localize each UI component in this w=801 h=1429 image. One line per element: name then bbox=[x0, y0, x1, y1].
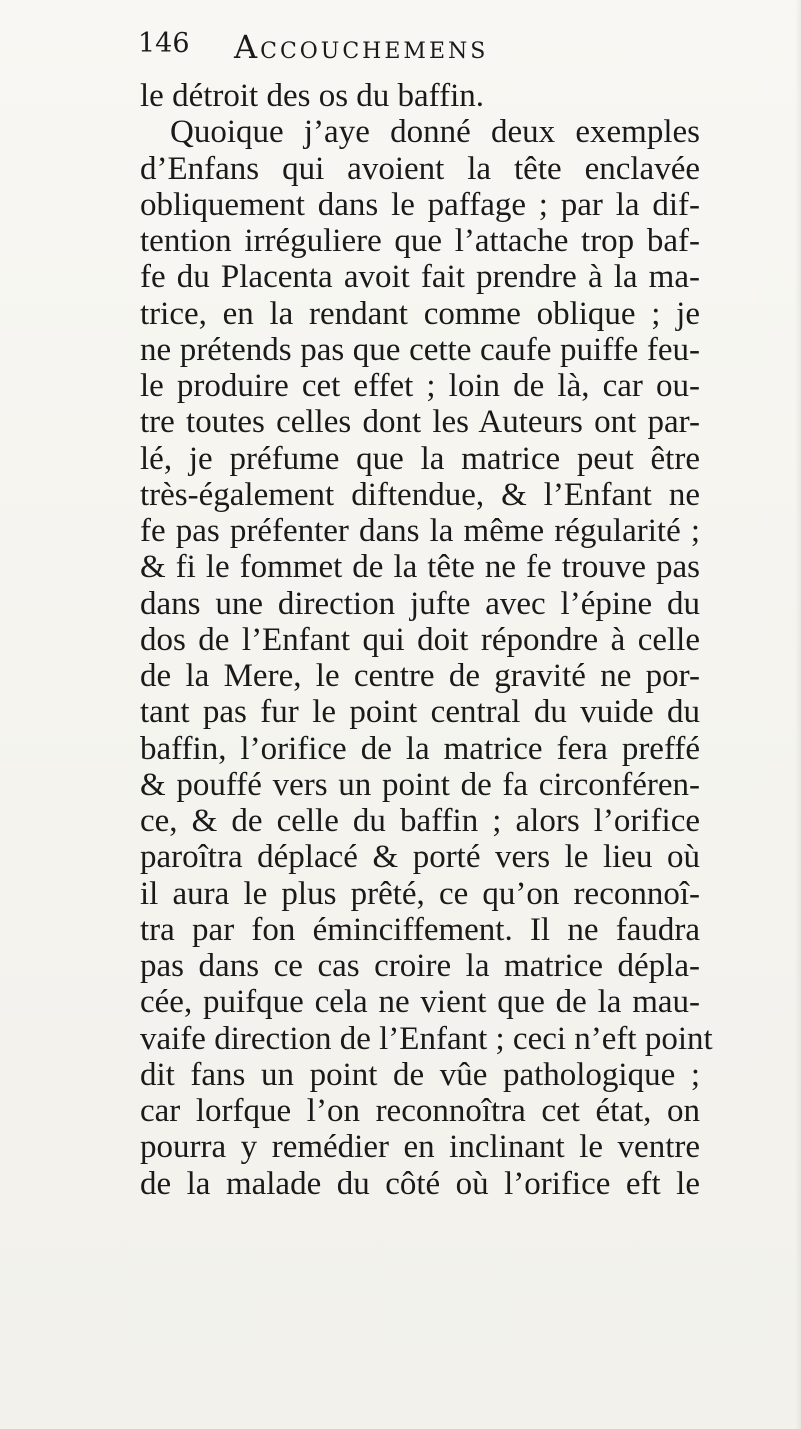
text-line: ce, & de celle du baffin ; alors l’orifice bbox=[140, 803, 700, 839]
text-line: lé, je préfume que la matrice peut être bbox=[140, 440, 700, 477]
text-line: vaife direction de l’Enfant ; ceci n’eft point bbox=[140, 1020, 713, 1057]
text-line: dans une direction jufte avec l’épine du bbox=[140, 585, 700, 622]
text-line: pas dans ce cas croire la matrice dépla- bbox=[140, 948, 700, 984]
text-line: fe du Placenta avoit fait prendre à la ma- bbox=[140, 259, 700, 296]
text-line: & fi le fommet de la tête ne fe trouve pas bbox=[140, 549, 700, 586]
text-line: très-également diftendue, & l’Enfant ne bbox=[140, 476, 700, 513]
text-line: il aura le plus prêté, ce qu’on reconnoî- bbox=[140, 875, 700, 912]
text-line: tant pas fur le point central du vuide du bbox=[140, 694, 700, 731]
page-number: 146 bbox=[138, 28, 190, 59]
page-edge-shadow bbox=[795, 0, 801, 1429]
text-line: d’Enfans qui avoient la tête enclavée bbox=[140, 150, 700, 187]
page-header bbox=[138, 16, 678, 64]
text-line: tention irréguliere que l’attache trop baf- bbox=[140, 223, 700, 259]
text-line: de la Mere, le centre de gravité ne por- bbox=[140, 658, 700, 694]
text-line: ne prétends pas que cette caufe puiffe feu- bbox=[140, 331, 700, 368]
text-line: cée, puifque cela ne vient que de la mau- bbox=[140, 984, 700, 1021]
text-line: le détroit des os du baffin. bbox=[140, 78, 484, 114]
text-line: tra par fon éminciffement. Il ne faudra bbox=[140, 911, 700, 948]
text-line: paroîtra déplacé & porté vers le lieu où bbox=[140, 839, 700, 876]
text-line: baffin, l’orifice de la matrice fera preffé bbox=[140, 730, 700, 767]
body-text bbox=[140, 78, 713, 1202]
text-line: dit fans un point de vûe pathologique ; bbox=[140, 1056, 700, 1093]
text-line: pourra y remédier en inclinant le ventre bbox=[140, 1129, 700, 1166]
running-head: Accouchemens bbox=[234, 28, 489, 66]
text-line: fe pas préfenter dans la même régularité ; bbox=[140, 513, 700, 549]
text-line: & pouffé vers un point de fa circonféren- bbox=[140, 766, 700, 803]
text-line: obliquement dans le paffage ; par la dif- bbox=[140, 186, 700, 223]
text-line: le produire cet effet ; loin de là, car ou- bbox=[140, 368, 700, 404]
text-line: tre toutes celles dont les Auteurs ont par- bbox=[140, 404, 700, 441]
text-line: trice, en la rendant comme oblique ; je bbox=[140, 295, 700, 332]
text-line: de la malade du côté où l’orifice eft le bbox=[140, 1165, 700, 1202]
text-line: car lorfque l’on reconnoîtra cet état, on bbox=[140, 1093, 700, 1129]
text-line: Quoique j’aye donné deux exemples bbox=[170, 114, 700, 151]
text-line: dos de l’Enfant qui doit répondre à celle bbox=[140, 621, 700, 658]
